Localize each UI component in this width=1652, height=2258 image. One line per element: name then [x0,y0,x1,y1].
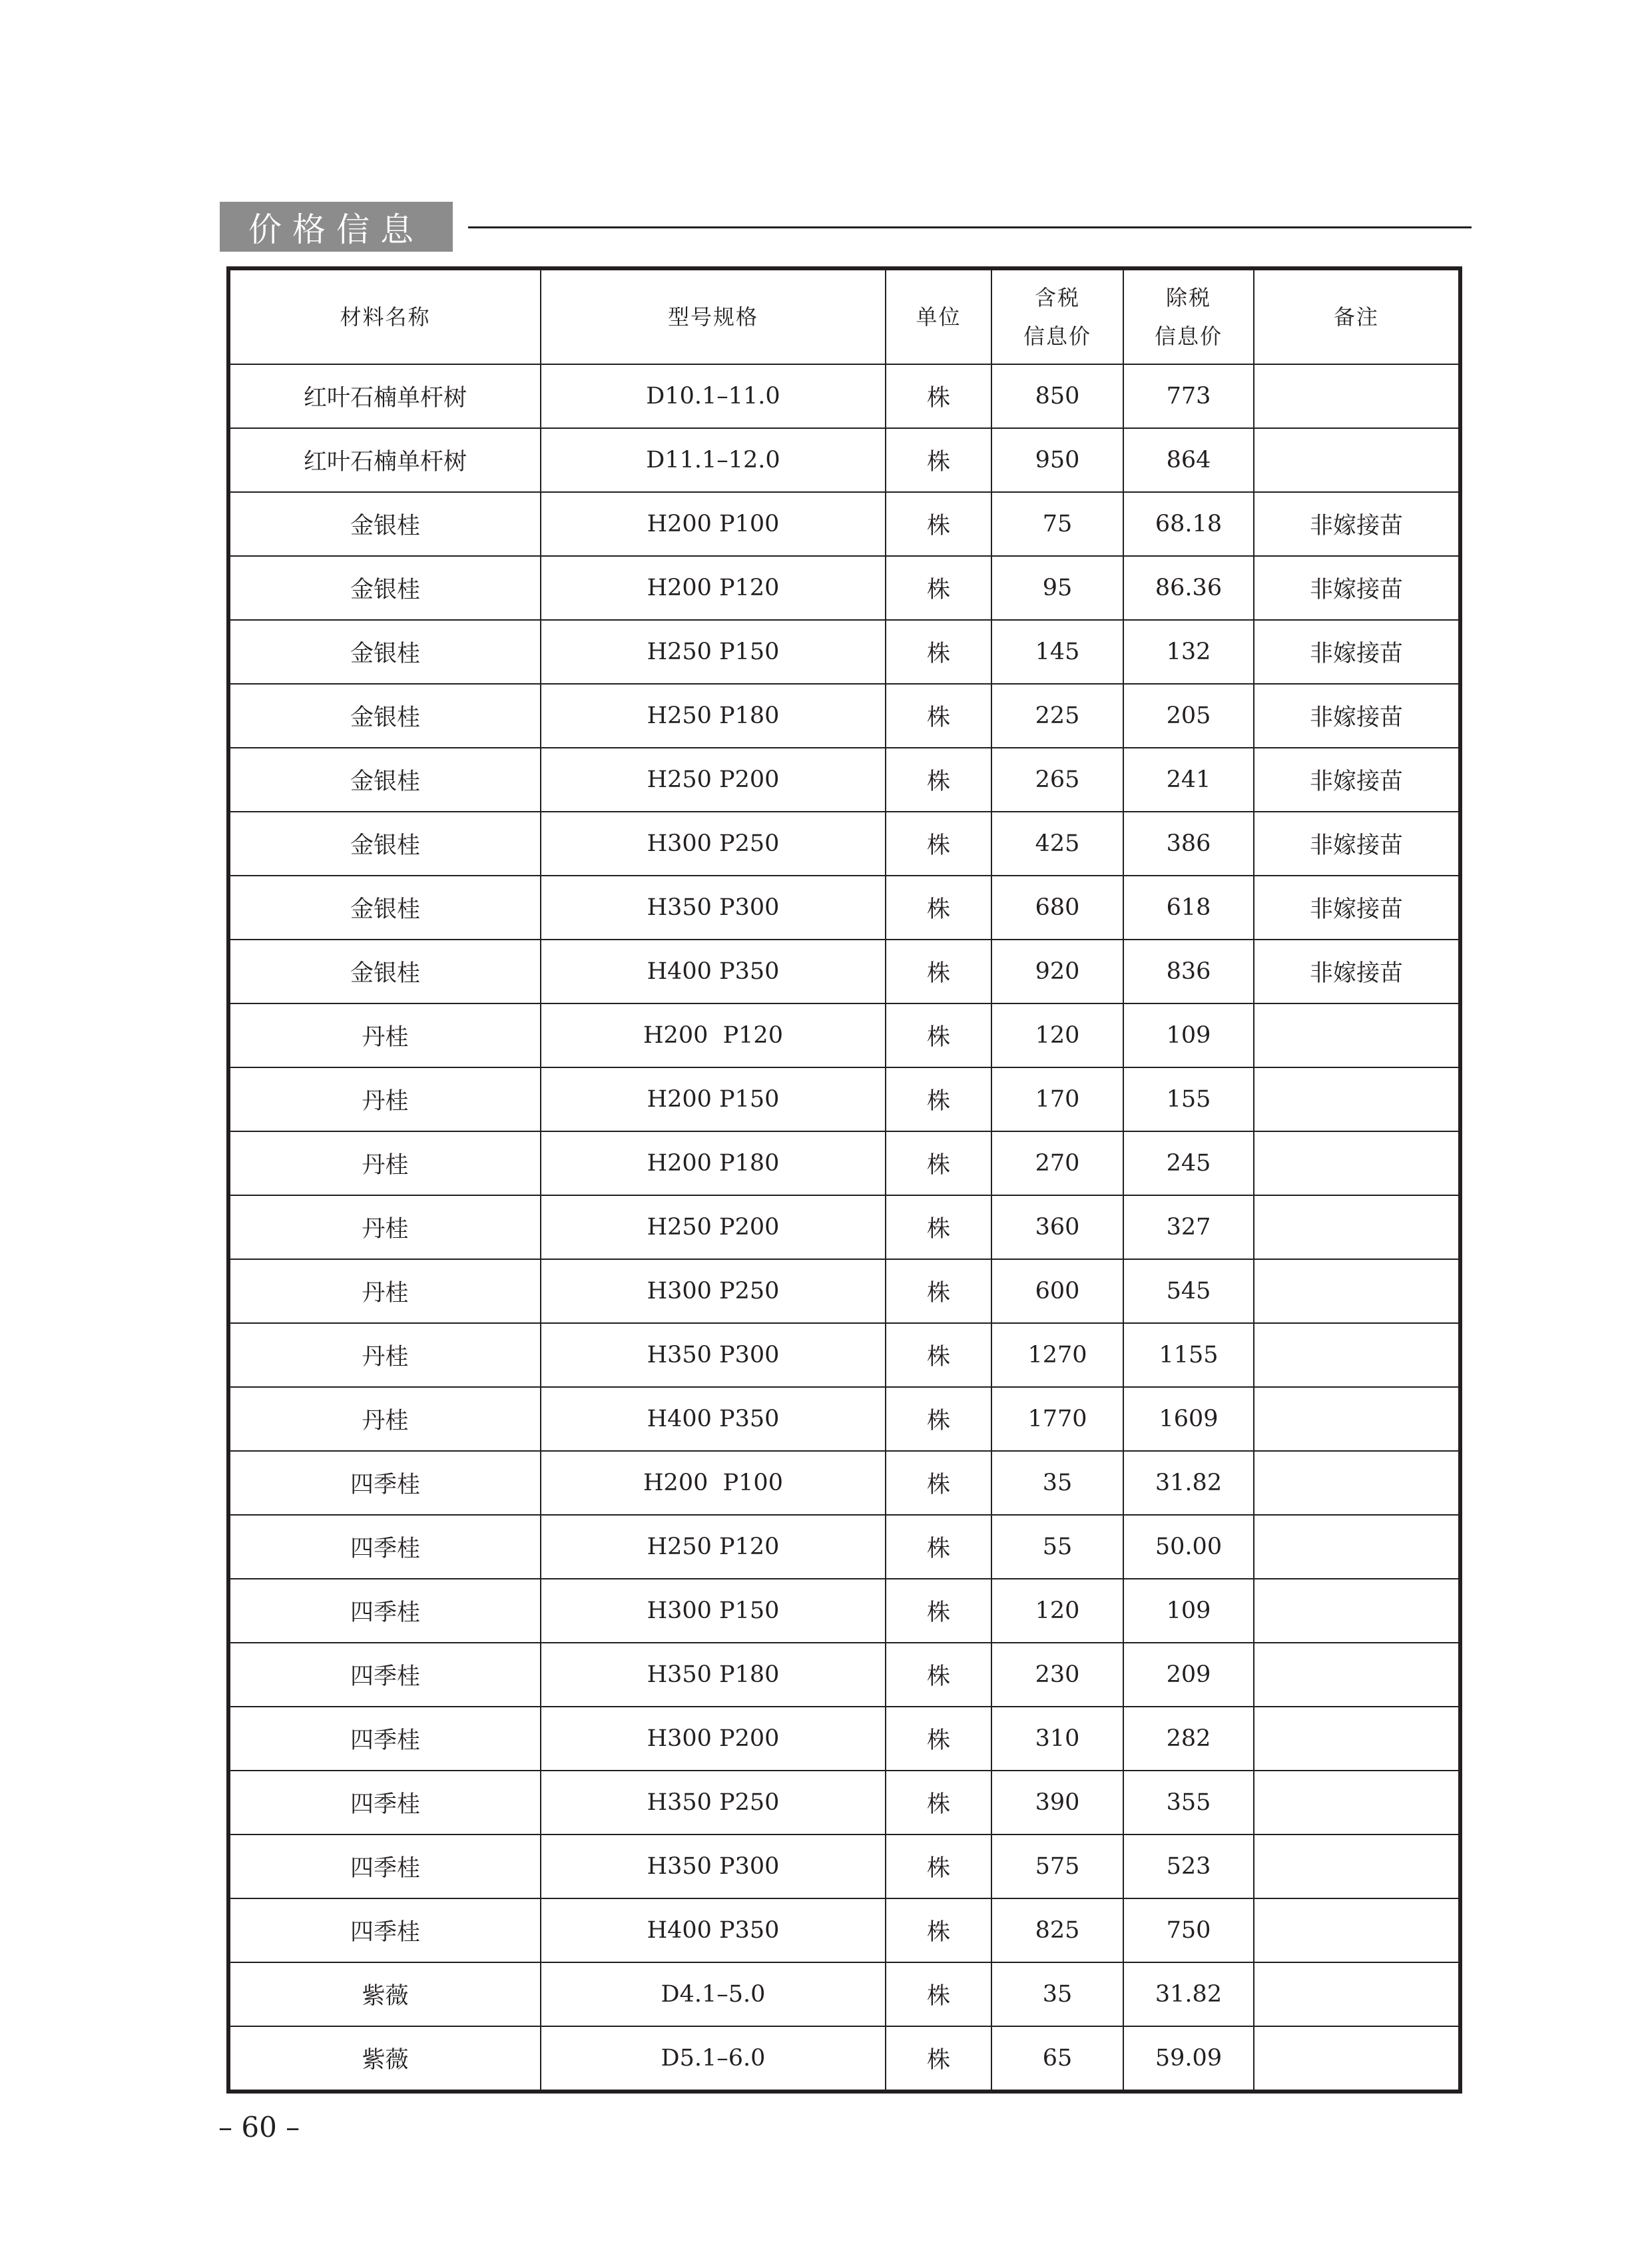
cell-material-name: 金银桂 [228,748,541,812]
cell-spec: D11.1–12.0 [541,428,886,492]
cell-spec: H350 P180 [541,1643,886,1707]
header-note: 备注 [1254,268,1460,364]
cell-note [1254,1579,1460,1643]
cell-spec: H250 P150 [541,620,886,684]
cell-unit: 株 [886,1643,991,1707]
header-row [228,268,1460,364]
table-row [228,556,1460,620]
cell-material-name: 金银桂 [228,940,541,1003]
cell-material-name: 丹桂 [228,1323,541,1387]
cell-material-name: 丹桂 [228,1195,541,1259]
cell-tax-excluded-price: 327 [1123,1195,1254,1259]
cell-material-name: 金银桂 [228,684,541,748]
cell-material-name: 金银桂 [228,556,541,620]
cell-unit: 株 [886,1131,991,1195]
cell-spec: H250 P200 [541,748,886,812]
cell-unit: 株 [886,428,991,492]
cell-note: 非嫁接苗 [1254,556,1460,620]
cell-material-name: 金银桂 [228,876,541,940]
cell-tax-excluded-price: 1609 [1123,1387,1254,1451]
cell-tax-excluded-price: 209 [1123,1643,1254,1707]
cell-spec: H200 P120 [541,1003,886,1067]
cell-unit: 株 [886,812,991,876]
cell-material-name: 丹桂 [228,1003,541,1067]
cell-material-name: 紫薇 [228,1962,541,2026]
cell-material-name: 金银桂 [228,492,541,556]
cell-tax-included-price: 950 [991,428,1123,492]
cell-note [1254,1323,1460,1387]
cell-material-name: 丹桂 [228,1131,541,1195]
table-row [228,492,1460,556]
cell-unit: 株 [886,1451,991,1515]
cell-note [1254,1962,1460,2026]
cell-tax-included-price: 120 [991,1579,1123,1643]
cell-unit: 株 [886,2026,991,2092]
cell-tax-included-price: 600 [991,1259,1123,1323]
cell-note [1254,1195,1460,1259]
table-row [228,812,1460,876]
cell-tax-included-price: 75 [991,492,1123,556]
cell-tax-excluded-price: 68.18 [1123,492,1254,556]
cell-note: 非嫁接苗 [1254,492,1460,556]
cell-spec: H300 P250 [541,1259,886,1323]
page-number: – 60 – [218,2111,300,2143]
cell-tax-excluded-price: 155 [1123,1067,1254,1131]
cell-material-name: 四季桂 [228,1515,541,1579]
cell-material-name: 丹桂 [228,1387,541,1451]
table-row [228,1323,1460,1387]
cell-spec: H250 P200 [541,1195,886,1259]
cell-spec: H200 P150 [541,1067,886,1131]
table-row [228,684,1460,748]
cell-tax-excluded-price: 545 [1123,1259,1254,1323]
cell-material-name: 四季桂 [228,1835,541,1898]
table-row [228,2026,1460,2092]
cell-unit: 株 [886,1962,991,2026]
cell-spec: H350 P250 [541,1771,886,1835]
cell-note [1254,1259,1460,1323]
cell-unit: 株 [886,876,991,940]
header-tax-included-line1: 含税 [1034,285,1080,310]
cell-spec: H200 P180 [541,1131,886,1195]
cell-unit: 株 [886,1323,991,1387]
table-header [228,268,1460,364]
cell-unit: 株 [886,620,991,684]
cell-spec: H300 P200 [541,1707,886,1771]
table-row [228,1579,1460,1643]
cell-note [1254,1771,1460,1835]
cell-spec: H250 P120 [541,1515,886,1579]
cell-note: 非嫁接苗 [1254,812,1460,876]
cell-tax-excluded-price: 31.82 [1123,1451,1254,1515]
cell-unit: 株 [886,1579,991,1643]
cell-note [1254,364,1460,428]
cell-note [1254,1451,1460,1515]
table-row [228,1131,1460,1195]
cell-tax-excluded-price: 50.00 [1123,1515,1254,1579]
header-tax-excluded-line2: 信息价 [1154,324,1223,349]
cell-unit: 株 [886,1259,991,1323]
cell-tax-included-price: 35 [991,1451,1123,1515]
table-row [228,1067,1460,1131]
cell-unit: 株 [886,1003,991,1067]
cell-tax-excluded-price: 386 [1123,812,1254,876]
cell-spec: H300 P250 [541,812,886,876]
cell-tax-included-price: 425 [991,812,1123,876]
section-title: 价格信息 [220,202,453,252]
cell-tax-excluded-price: 836 [1123,940,1254,1003]
cell-spec: H350 P300 [541,1835,886,1898]
table-row [228,876,1460,940]
cell-tax-included-price: 65 [991,2026,1123,2092]
cell-tax-included-price: 1770 [991,1387,1123,1451]
cell-tax-included-price: 230 [991,1643,1123,1707]
cell-tax-included-price: 825 [991,1898,1123,1962]
cell-tax-included-price: 225 [991,684,1123,748]
cell-tax-included-price: 575 [991,1835,1123,1898]
cell-material-name: 紫薇 [228,2026,541,2092]
cell-note [1254,1131,1460,1195]
cell-note: 非嫁接苗 [1254,620,1460,684]
header-tax-included-price [991,268,1123,364]
table-row [228,940,1460,1003]
cell-tax-included-price: 850 [991,364,1123,428]
cell-material-name: 红叶石楠单杆树 [228,428,541,492]
header-tax-excluded-line1: 除税 [1165,285,1211,310]
cell-tax-included-price: 35 [991,1962,1123,2026]
cell-tax-included-price: 270 [991,1131,1123,1195]
table-row [228,1771,1460,1835]
cell-spec: H400 P350 [541,1387,886,1451]
cell-unit: 株 [886,1067,991,1131]
cell-unit: 株 [886,1898,991,1962]
cell-tax-excluded-price: 750 [1123,1898,1254,1962]
cell-material-name: 四季桂 [228,1707,541,1771]
cell-material-name: 红叶石楠单杆树 [228,364,541,428]
cell-material-name: 丹桂 [228,1259,541,1323]
table-row [228,748,1460,812]
cell-unit: 株 [886,684,991,748]
cell-tax-included-price: 145 [991,620,1123,684]
cell-note [1254,1003,1460,1067]
cell-note [1254,1898,1460,1962]
cell-material-name: 丹桂 [228,1067,541,1131]
cell-spec: H200 P100 [541,492,886,556]
header-tax-excluded-price [1123,268,1254,364]
table-row [228,1835,1460,1898]
cell-unit: 株 [886,1835,991,1898]
cell-tax-included-price: 680 [991,876,1123,940]
table-row [228,1898,1460,1962]
cell-spec: H400 P350 [541,1898,886,1962]
header-material-name: 材料名称 [228,268,541,364]
table-row [228,1451,1460,1515]
cell-unit: 株 [886,1771,991,1835]
cell-unit: 株 [886,1387,991,1451]
table-row [228,1387,1460,1451]
cell-spec: H300 P150 [541,1579,886,1643]
header-spec: 型号规格 [541,268,886,364]
cell-unit: 株 [886,748,991,812]
table-row [228,1515,1460,1579]
cell-material-name: 四季桂 [228,1579,541,1643]
cell-note [1254,1067,1460,1131]
cell-unit: 株 [886,556,991,620]
table-row [228,1962,1460,2026]
cell-note [1254,1643,1460,1707]
cell-tax-excluded-price: 245 [1123,1131,1254,1195]
cell-material-name: 金银桂 [228,620,541,684]
cell-spec: D10.1–11.0 [541,364,886,428]
cell-tax-excluded-price: 132 [1123,620,1254,684]
table-row [228,428,1460,492]
cell-tax-included-price: 95 [991,556,1123,620]
cell-material-name: 四季桂 [228,1898,541,1962]
table-row [228,1643,1460,1707]
cell-material-name: 四季桂 [228,1643,541,1707]
cell-unit: 株 [886,492,991,556]
price-table [226,266,1462,2094]
header-unit: 单位 [886,268,991,364]
section-divider [468,226,1472,228]
cell-material-name: 四季桂 [228,1771,541,1835]
cell-note [1254,1835,1460,1898]
header-tax-included-line2: 信息价 [1023,324,1091,349]
cell-spec: H400 P350 [541,940,886,1003]
cell-unit: 株 [886,1515,991,1579]
cell-tax-excluded-price: 241 [1123,748,1254,812]
cell-unit: 株 [886,364,991,428]
cell-spec: D4.1–5.0 [541,1962,886,2026]
cell-tax-excluded-price: 864 [1123,428,1254,492]
cell-tax-excluded-price: 773 [1123,364,1254,428]
cell-material-name: 四季桂 [228,1451,541,1515]
cell-note: 非嫁接苗 [1254,684,1460,748]
cell-tax-excluded-price: 355 [1123,1771,1254,1835]
table-row [228,1707,1460,1771]
cell-tax-included-price: 360 [991,1195,1123,1259]
cell-tax-excluded-price: 1155 [1123,1323,1254,1387]
cell-tax-included-price: 170 [991,1067,1123,1131]
cell-note: 非嫁接苗 [1254,748,1460,812]
table-row [228,1259,1460,1323]
cell-note: 非嫁接苗 [1254,940,1460,1003]
cell-tax-included-price: 920 [991,940,1123,1003]
cell-tax-excluded-price: 618 [1123,876,1254,940]
cell-unit: 株 [886,1707,991,1771]
cell-tax-excluded-price: 282 [1123,1707,1254,1771]
cell-note [1254,1387,1460,1451]
cell-tax-included-price: 310 [991,1707,1123,1771]
cell-note [1254,1707,1460,1771]
cell-tax-excluded-price: 59.09 [1123,2026,1254,2092]
cell-note [1254,428,1460,492]
cell-unit: 株 [886,1195,991,1259]
table-row [228,620,1460,684]
cell-note [1254,1515,1460,1579]
cell-spec: H200 P100 [541,1451,886,1515]
cell-tax-included-price: 55 [991,1515,1123,1579]
cell-spec: D5.1–6.0 [541,2026,886,2092]
cell-unit: 株 [886,940,991,1003]
cell-note: 非嫁接苗 [1254,876,1460,940]
cell-tax-included-price: 390 [991,1771,1123,1835]
cell-spec: H250 P180 [541,684,886,748]
cell-tax-included-price: 265 [991,748,1123,812]
cell-tax-included-price: 1270 [991,1323,1123,1387]
cell-tax-excluded-price: 523 [1123,1835,1254,1898]
cell-spec: H200 P120 [541,556,886,620]
table-row [228,1195,1460,1259]
cell-spec: H350 P300 [541,876,886,940]
cell-tax-excluded-price: 86.36 [1123,556,1254,620]
cell-tax-excluded-price: 31.82 [1123,1962,1254,2026]
cell-tax-excluded-price: 109 [1123,1579,1254,1643]
cell-tax-included-price: 120 [991,1003,1123,1067]
cell-tax-excluded-price: 109 [1123,1003,1254,1067]
cell-spec: H350 P300 [541,1323,886,1387]
cell-tax-excluded-price: 205 [1123,684,1254,748]
table-row [228,364,1460,428]
table-body [228,364,1460,2092]
cell-note [1254,2026,1460,2092]
table-row [228,1003,1460,1067]
cell-material-name: 金银桂 [228,812,541,876]
